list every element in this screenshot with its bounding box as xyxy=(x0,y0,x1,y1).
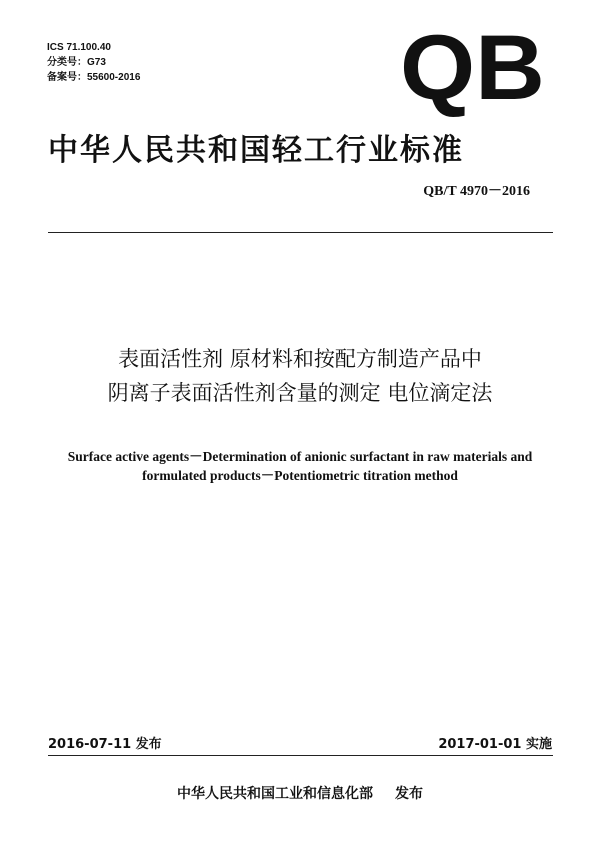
implementation-date: 2017-01-01 实施 xyxy=(438,737,552,752)
classification-block xyxy=(47,40,140,85)
record-number: 备案号：55600-2016 xyxy=(47,72,141,83)
organization-title: 中华人民共和国轻工行业标准 xyxy=(48,133,464,168)
standard-number: QB/T 4970－2016 xyxy=(423,184,530,199)
english-title-line-1: Surface active agents－Determination of anionic surfactant in raw materials and xyxy=(67,449,533,464)
qb-logo: QB xyxy=(400,17,545,119)
issuer-action: 发布 xyxy=(395,786,423,802)
classification-code: 分类号：G73 xyxy=(47,57,106,68)
chinese-title-line-2: 阴离子表面活性剂含量的测定 电位滴定法 xyxy=(107,381,493,405)
footer-divider xyxy=(48,755,553,756)
header-divider xyxy=(48,232,553,233)
english-title xyxy=(0,447,600,485)
english-title-line-2: formulated products－Potentiometric titration method xyxy=(142,468,458,483)
issuer-name: 中华人民共和国工业和信息化部 xyxy=(177,786,373,802)
issuing-authority xyxy=(0,783,600,803)
publish-date: 2016-07-11 发布 xyxy=(48,737,162,752)
ics-code: ICS 71.100.40 xyxy=(47,42,111,53)
chinese-title-line-1: 表面活性剂 原材料和按配方制造产品中 xyxy=(118,347,482,371)
chinese-title xyxy=(0,342,600,410)
